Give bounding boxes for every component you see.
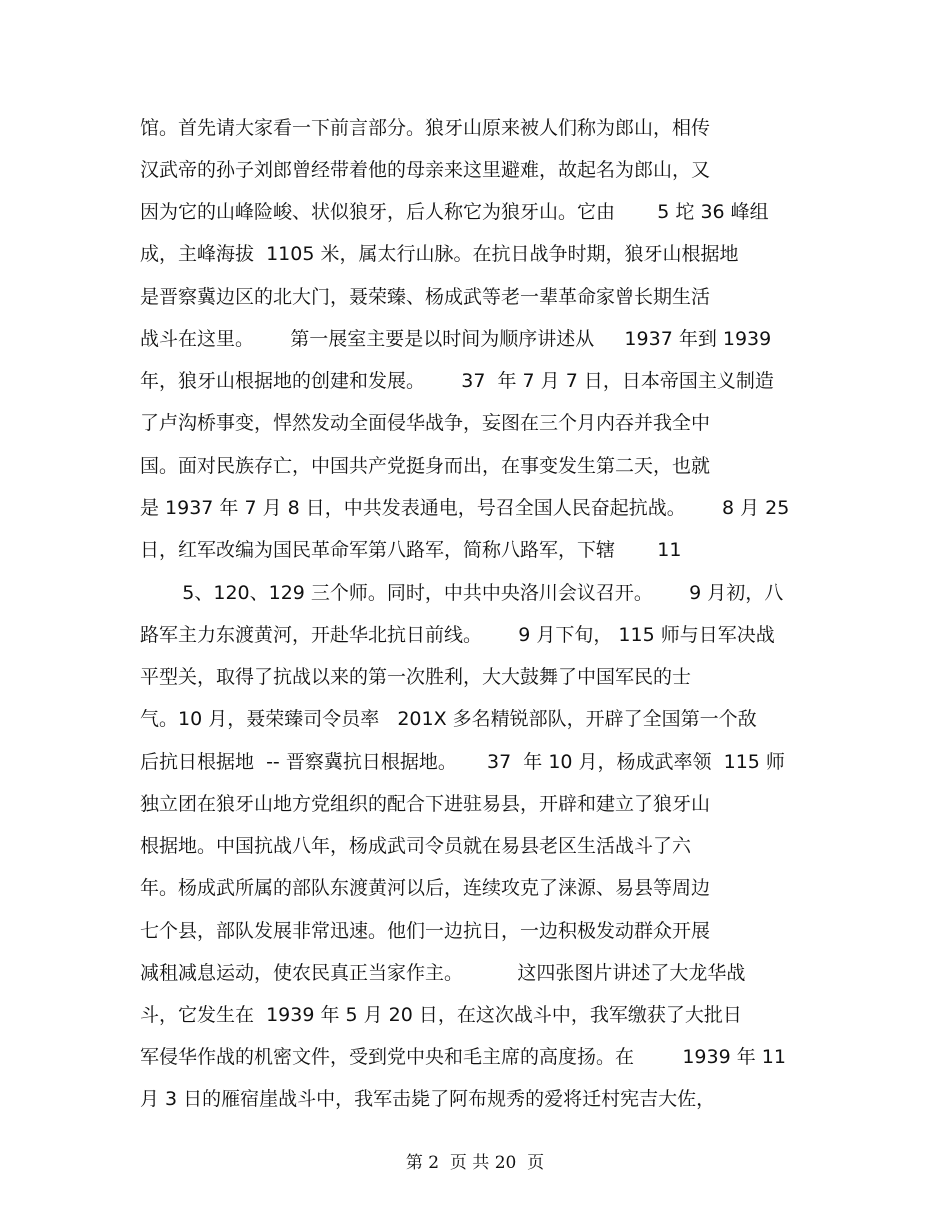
body-text-line: 根据地。中国抗战八年，杨成武司令员就在易县老区生活战斗了六 [140,835,692,857]
body-text-line: 气。10 月，聂荣臻司令员率 201X 多名精锐部队，开辟了全国第一个敌 [140,708,757,730]
body-text-line: 独立团在狼牙山地方党组织的配合下进驻易县，开辟和建立了狼牙山 [140,793,711,815]
body-text-line: 七个县，部队发展非常迅速。他们一边抗日，一边积极发动群众开展 [140,920,711,942]
body-text-line: 是 1937 年 7 月 8 日，中共发表通电，号召全国人民奋起抗战。 8 月 25 [140,497,790,519]
body-text-line: 平型关，取得了抗战以来的第一次胜利，大大鼓舞了中国军民的士 [140,666,692,688]
body-text-line: 战斗在这里。 第一展室主要是以时间为顺序讲述从 1937 年到 1939 [140,328,772,350]
body-text-line: 馆。首先请大家看一下前言部分。狼牙山原来被人们称为郎山，相传 [140,117,711,139]
body-text-line: 月 3 日的雁宿崖战斗中，我军击毙了阿布规秀的爱将迁村宪吉大佐， [140,1088,716,1110]
body-text-line: 军侵华作战的机密文件，受到党中央和毛主席的高度扬。在 1939 年 11 [140,1046,786,1068]
body-text-line: 减租减息运动，使农民真正当家作主。 这四张图片讲述了大龙华战 [140,962,746,984]
body-text-line: 因为它的山峰险峻、状似狼牙，后人称它为狼牙山。它由 5 坨 36 峰组 [140,201,769,223]
body-text-line: 成，主峰海拔 1105 米，属太行山脉。在抗日战争时期，狼牙山根据地 [140,243,739,265]
body-text-line: 5、120、129 三个师。同时，中共中央洛川会议召开。 9 月初，八 [140,582,784,604]
body-text-line: 年，狼牙山根据地的创建和发展。 37 年 7 月 7 日，日本帝国主义制造 [140,370,774,392]
body-text-line: 后抗日根据地 -- 晋察冀抗日根据地。 37 年 10 月，杨成武率领 115 师 [140,751,785,773]
body-text-line: 年。杨成武所属的部队东渡黄河以后，连续攻克了涞源、易县等周边 [140,877,711,899]
body-text-line: 斗，它发生在 1939 年 5 月 20 日，在这次战斗中，我军缴获了大批日 [140,1004,742,1026]
body-text-line: 了卢沟桥事变，悍然发动全面侵华战争，妄图在三个月内吞并我全中 [140,412,711,434]
body-text-line: 日，红军改编为国民革命军第八路军，简称八路军，下辖 11 [140,539,682,561]
body-text-line: 汉武帝的孙子刘郎曾经带着他的母亲来这里避难，故起名为郎山，又 [140,159,711,181]
body-text-line: 是晋察冀边区的北大门，聂荣臻、杨成武等老一辈革命家曾长期生活 [140,286,711,308]
page-footer: 第 2 页 共 20 页 [405,1153,545,1173]
body-text-line: 路军主力东渡黄河，开赴华北抗日前线。 9 月下旬， 115 师与日军决战 [140,624,775,646]
body-text-line: 国。面对民族存亡，中国共产党挺身而出，在事变发生第二天，也就 [140,455,711,477]
